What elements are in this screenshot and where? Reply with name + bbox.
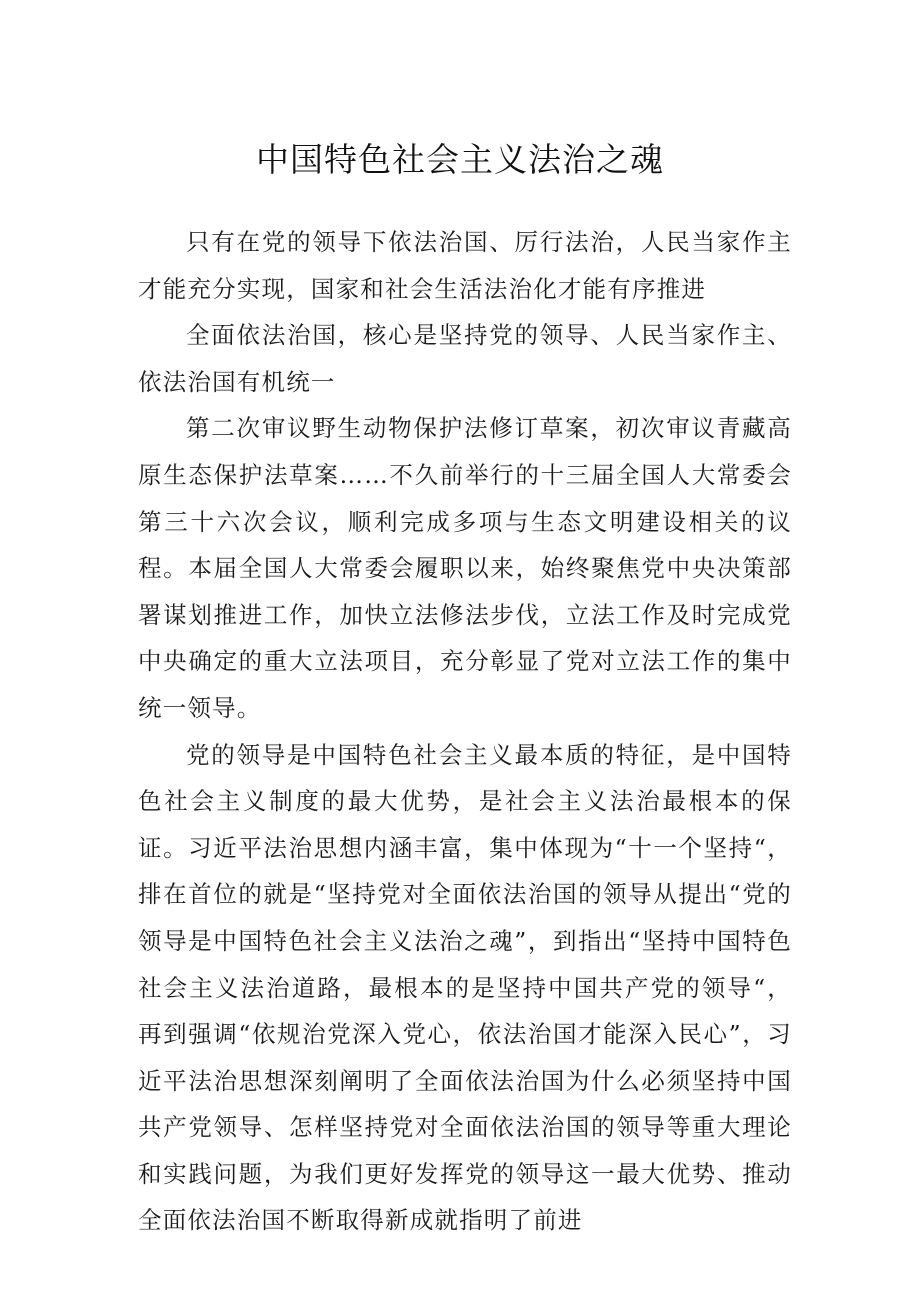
- document-body: [138, 219, 792, 1244]
- paragraph: 党的领导是中国特色社会主义最本质的特征，是中国特色社会主义制度的最大优势，是社会主义法治最根本的保证。习近平法治思想内涵丰富，集中体现为“十一个坚持“，排在首位的就是“坚持党对全面依法治国的领导从提出“党的领导是中国特色社会主义法治之魂”，到指出“坚持中国特色社会主义法治道路，最根本的是坚持中国共产党的领导“，再到强调“依规治党深入党心，依法治国才能深入民心”，习近平法治思想深刻阐明了全面依法治国为什么必须坚持中国共产党领导、怎样坚持党对全面依法治国的领导等重大理论和实践问题，为我们更好发挥党的领导这一最大优势、推动全面依法治国不断取得新成就指明了前进: [138, 740, 792, 1235]
- paragraph: 第二次审议野生动物保护法修订草案，初次审议青藏高原生态保护法草案……不久前举行的十三届全国人大常委会第三十六次会议，顺利完成多项与生态文明建设相关的议程。本届全国人大常委会履职以来，始终聚焦党中央决策部署谋划推进工作，加快立法修法步伐，立法工作及时完成党中央确定的重大立法项目，充分彰显了党对立法工作的集中统一领导。: [138, 414, 792, 722]
- document-title: 中国特色社会主义法治之魂: [256, 140, 664, 179]
- paragraph: 只有在党的领导下依法治国、厉行法治，人民当家作主才能充分实现，国家和社会生活法治化才能有序推进: [138, 228, 792, 303]
- paragraph: 全面依法治国，核心是坚持党的领导、人民当家作主、依法治国有机统一: [138, 321, 792, 396]
